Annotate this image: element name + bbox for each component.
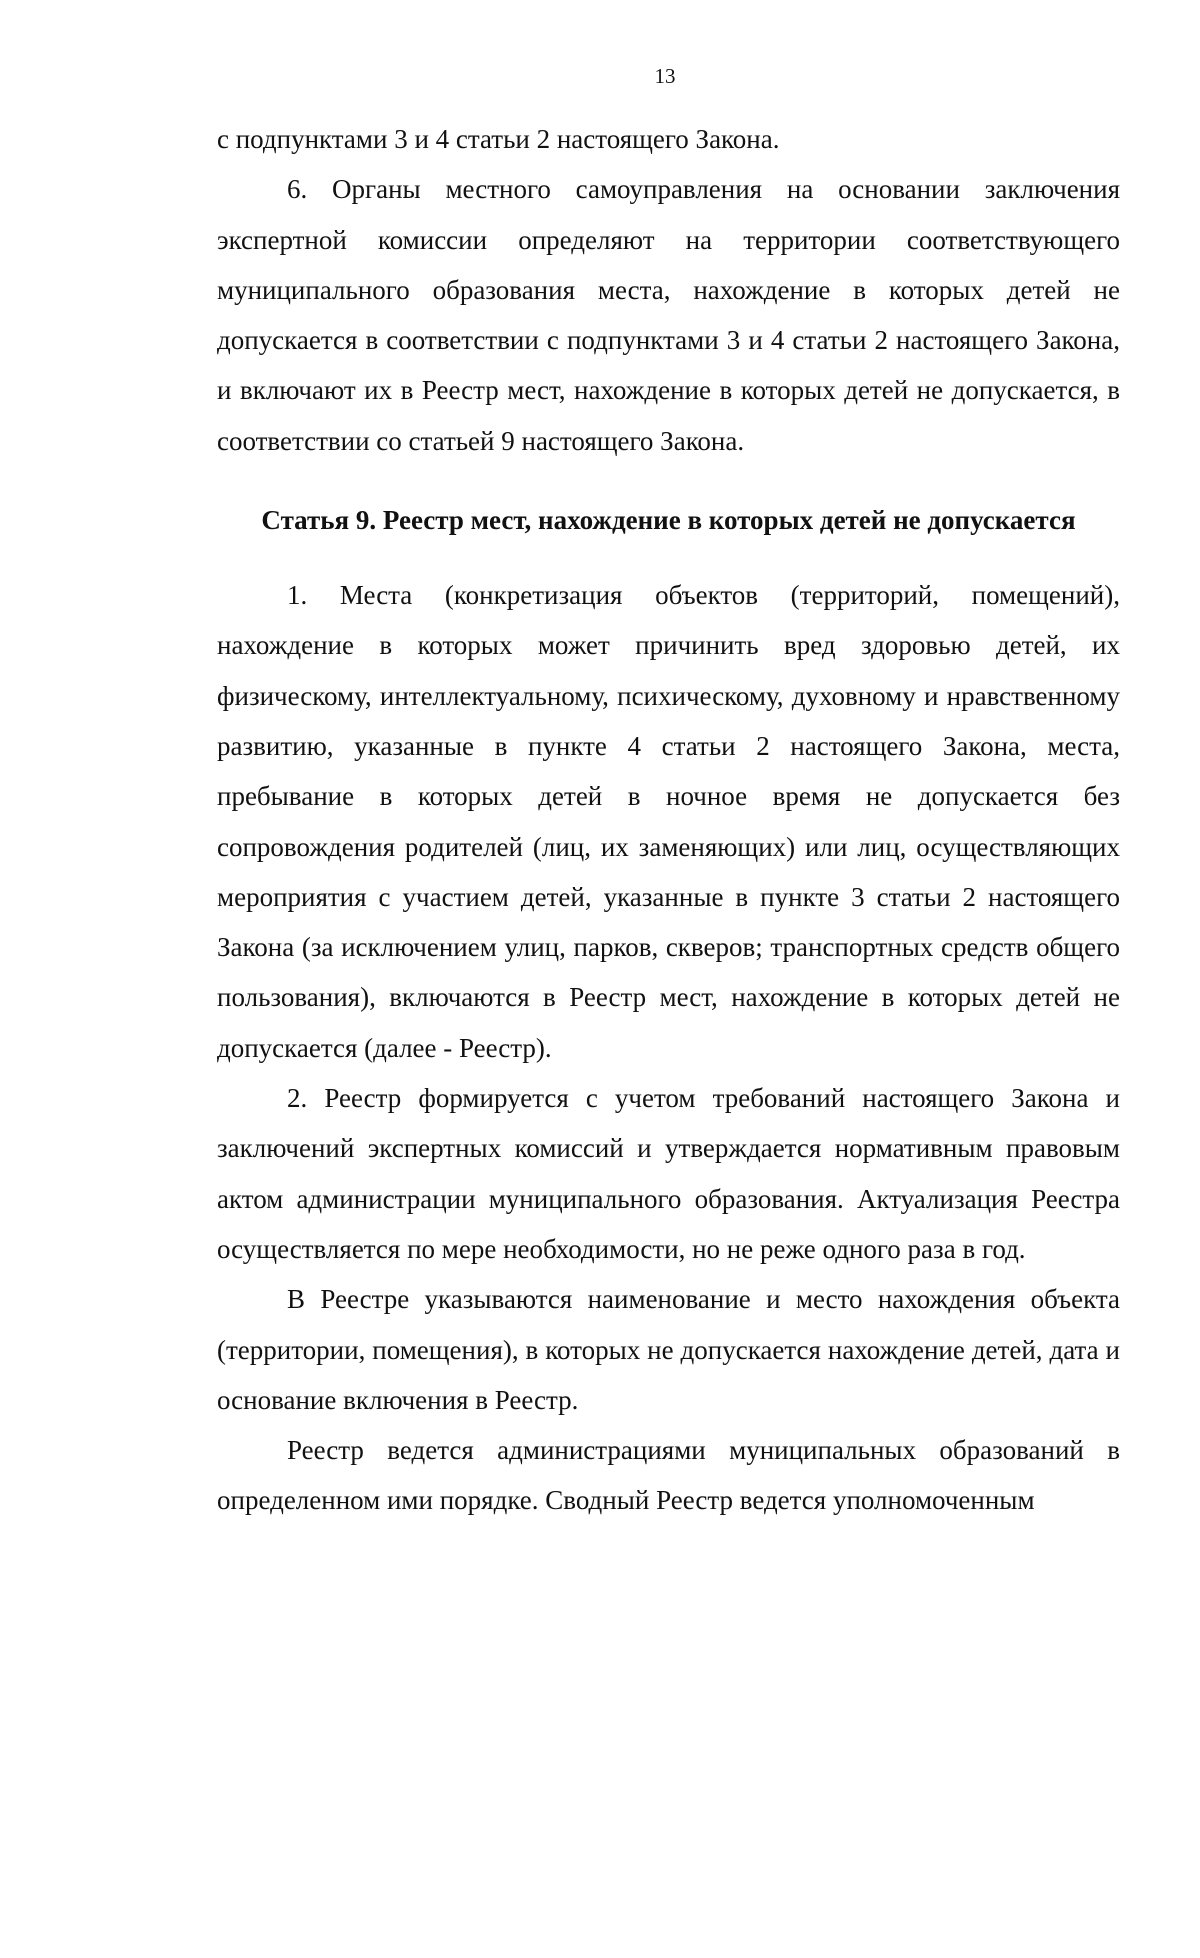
paragraph-continuation: с подпунктами 3 и 4 статьи 2 настоящего Закона. (217, 124, 780, 154)
paragraph-registry-maintenance: Реестр ведется администрациями муниципальных образований в определенном ими порядке. Сводный Реестр ведется уполномоченным (217, 1435, 1120, 1516)
document-body (217, 114, 1120, 1526)
page-number: 13 (654, 64, 676, 88)
article-heading: Статья 9. Реестр мест, нахождение в которых детей не допускается (261, 505, 1076, 536)
paragraph-item-1: 1. Места (конкретизация объектов (территорий, помещений), нахождение в которых может причинить вред здоровью детей, их физическому, интеллектуальному, психическому, духовному и нравственному развитию, указанные в пункте 4 статьи 2 настоящего Закона, места, пребывание в которых детей в ночное время не допускается без сопровождения родителей (лиц, их заменяющих) или лиц, осуществляющих мероприятия с участием детей, указанные в пункте 3 статьи 2 настоящего Закона (за исключением улиц, парков, скверов; транспортных средств общего пользования), включаются в Реестр мест, нахождение в которых детей не допускается (далее - Реестр). (217, 580, 1120, 1063)
paragraph-item-6: 6. Органы местного самоуправления на основании заключения экспертной комиссии определяют на территории соответствующего муниципального образования места, нахождение в которых детей не допускается в соответствии с подпунктами 3 и 4 статьи 2 настоящего Закона, и включают их в Реестр мест, нахождение в которых детей не допускается, в соответствии со статьей 9 настоящего Закона. (217, 174, 1120, 456)
paragraph-registry-contents: В Реестре указываются наименование и место нахождения объекта (территории, помещения), в которых не допускается нахождение детей, дата и основание включения в Реестр. (217, 1284, 1120, 1415)
paragraph-item-2: 2. Реестр формируется с учетом требований настоящего Закона и заключений экспертных комиссий и утверждается нормативным правовым актом администрации муниципального образования. Актуализация Реестра осуществляется по мере необходимости, но не реже одного раза в год. (217, 1083, 1120, 1264)
